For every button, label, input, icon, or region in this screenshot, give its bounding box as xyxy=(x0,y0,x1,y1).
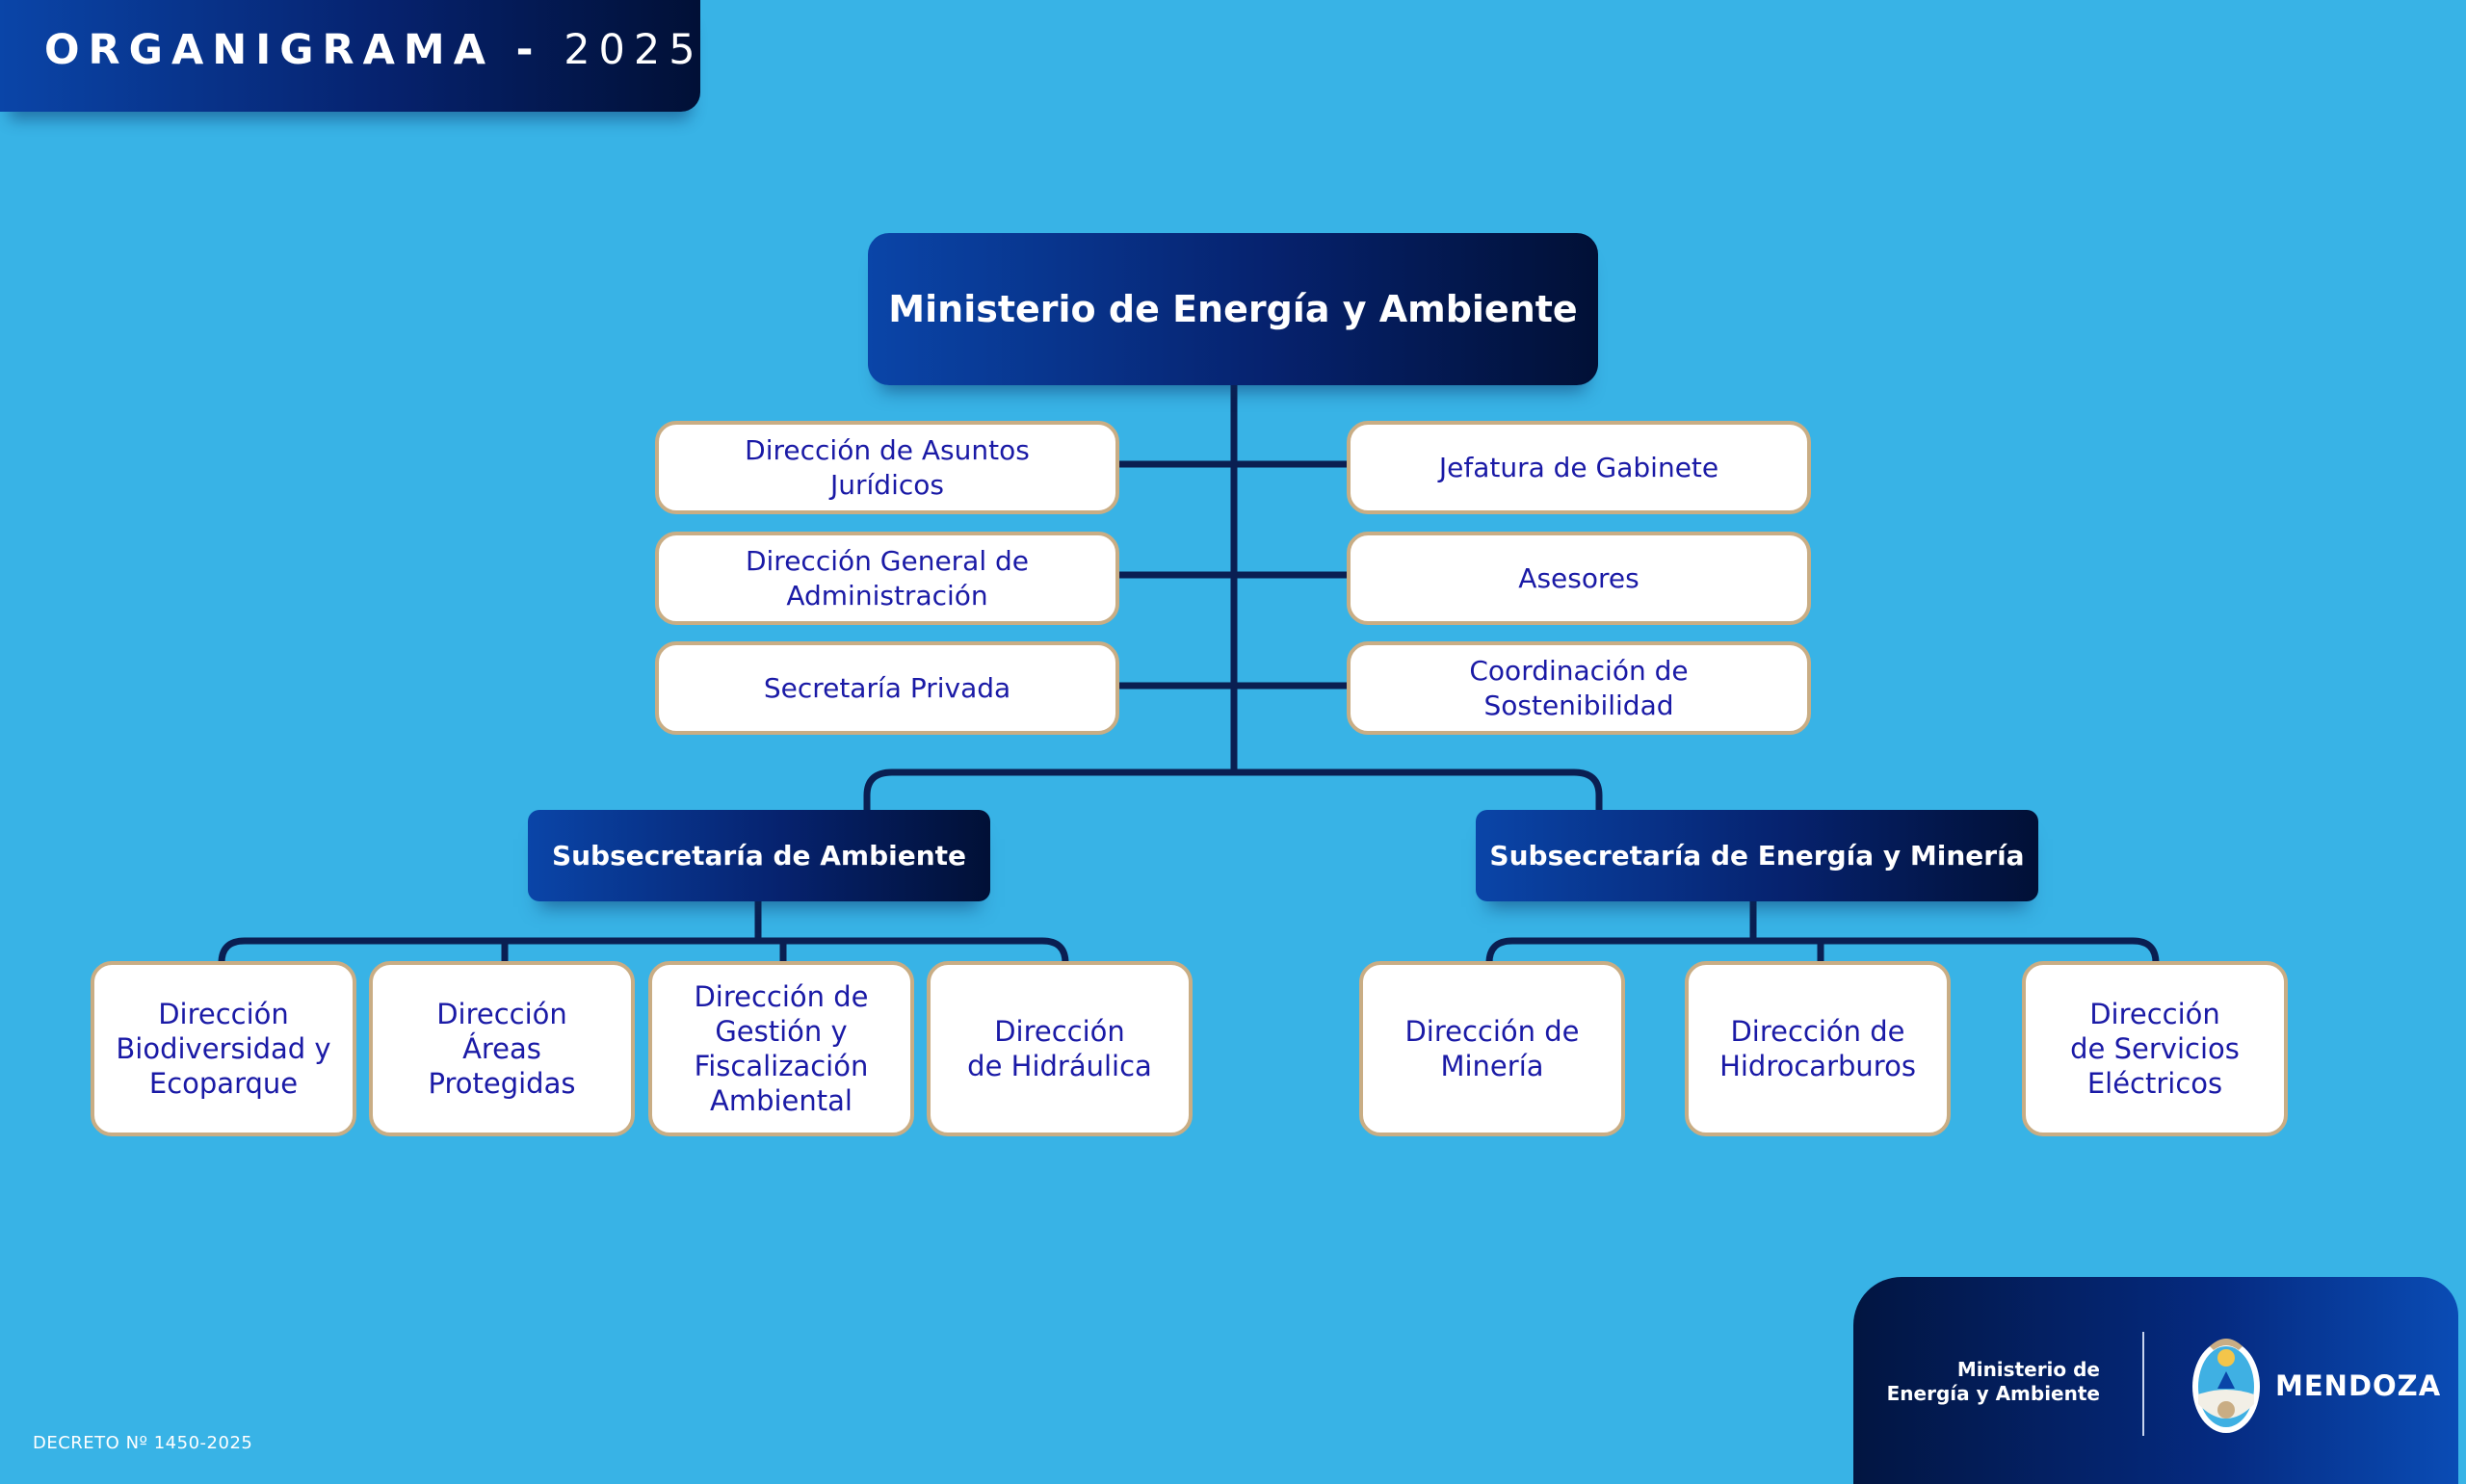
direccion-servicios-electricos-box: Dirección de Servicios Eléctricos xyxy=(2022,961,2288,1136)
subsecretaria-energia-mineria-box: Subsecretaría de Energía y Minería xyxy=(1476,810,2038,901)
title-word: ORGANIGRAMA xyxy=(44,26,494,74)
staff-box-jefatura-gabinete: Jefatura de Gabinete xyxy=(1347,421,1811,514)
ministry-box: Ministerio de Energía y Ambiente xyxy=(868,233,1598,385)
staff-box-asesores: Asesores xyxy=(1347,532,1811,625)
title-separator: - xyxy=(515,26,542,74)
direccion-gestion-fiscalizacion-ambiental-box: Dirección de Gestión y Fiscalización Ambiental xyxy=(648,961,914,1136)
footer-ministry-label: Ministerio de Energía y Ambiente xyxy=(1886,1358,2100,1405)
direccion-hidraulica-box: Dirección de Hidráulica xyxy=(927,961,1193,1136)
staff-box-coordinacion-sostenibilidad: Coordinación de Sostenibilidad xyxy=(1347,641,1811,735)
footer-divider xyxy=(2142,1332,2144,1436)
staff-box-secretaria-privada: Secretaría Privada xyxy=(655,641,1119,735)
direccion-biodiversidad-ecoparque-box: Dirección Biodiversidad y Ecoparque xyxy=(91,961,356,1136)
decree-label: DECRETO Nº 1450-2025 xyxy=(33,1433,253,1453)
title-year: 2025 xyxy=(564,26,704,74)
direccion-areas-protegidas-box: Dirección Áreas Protegidas xyxy=(369,961,635,1136)
subsecretaria-ambiente-box: Subsecretaría de Ambiente xyxy=(528,810,990,901)
direccion-hidrocarburos-box: Dirección de Hidrocarburos xyxy=(1685,961,1951,1136)
footer-province-name: MENDOZA xyxy=(2275,1369,2442,1402)
staff-box-asuntos-juridicos: Dirección de Asuntos Jurídicos xyxy=(655,421,1119,514)
mendoza-coat-of-arms-icon xyxy=(2189,1329,2264,1437)
ambiente-bus xyxy=(222,941,1065,963)
sub-split-line xyxy=(867,772,1599,812)
direccion-mineria-box: Dirección de Minería xyxy=(1359,961,1625,1136)
staff-box-direccion-general-administracion: Dirección General de Administración xyxy=(655,532,1119,625)
